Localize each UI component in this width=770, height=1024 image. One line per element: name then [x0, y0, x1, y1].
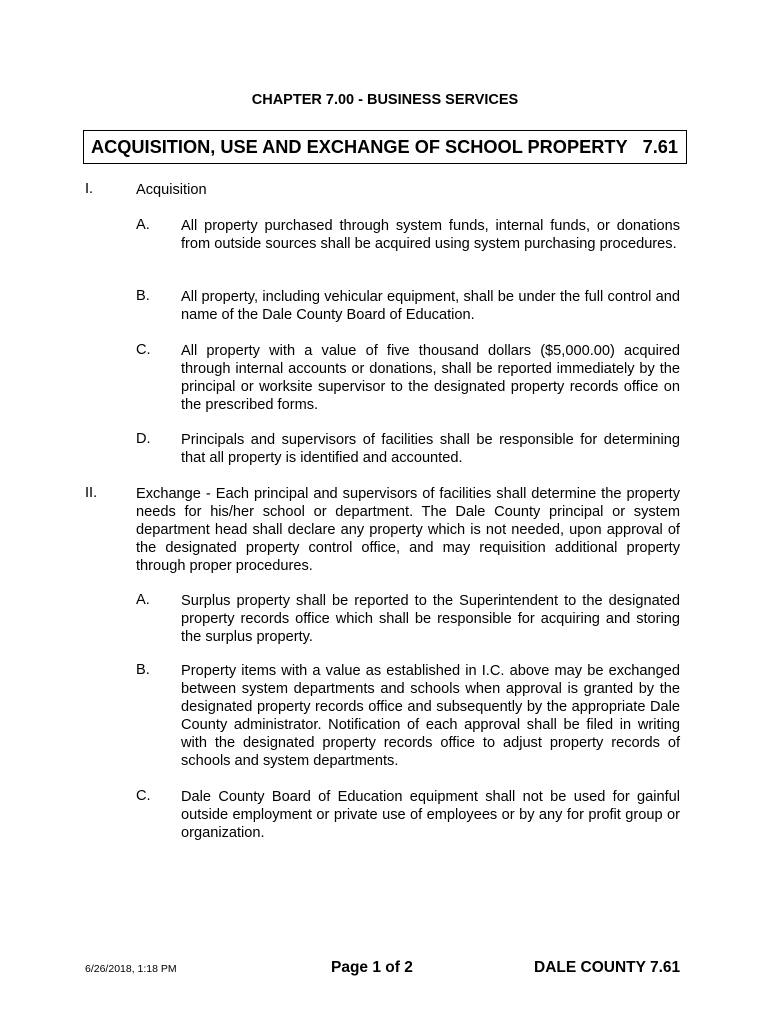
section-heading: Exchange - Each principal and supervisors of facilities shall determine the property needs for his/her school or department. The Dale County principal or system department head shall declare any property which is not needed, upon approval of the designated property control office, and may requisition additional property through proper procedures. [136, 486, 680, 575]
policy-number: 7.61 [642, 136, 678, 157]
print-timestamp: 6/26/2018, 1:18 PM [85, 963, 177, 975]
section-numeral: I. [85, 181, 94, 197]
chapter-heading: CHAPTER 7.00 - BUSINESS SERVICES [251, 92, 519, 108]
item-letter: C. [136, 342, 151, 358]
item-text: Surplus property shall be reported to the Superintendent to the designated property records office which shall be responsible for acquiring and storing the surplus property. [181, 593, 680, 646]
item-letter: B. [136, 288, 150, 304]
item-letter: B. [136, 662, 150, 678]
item-letter: C. [136, 788, 151, 804]
item-text: Property items with a value as established in I.C. above may be exchanged between system departments and schools when approval is granted by the designated property records office and subsequently by the appropriate Dale County administrator. Notification of each approval shall be filed in writing with the designated property records office to adjust property records of schools and system departments. [181, 663, 680, 770]
item-text: All property purchased through system funds, internal funds, or donations from outside sources shall be acquired using system purchasing procedures. [181, 218, 680, 253]
item-letter: D. [136, 431, 151, 447]
item-letter: A. [136, 217, 150, 233]
section-numeral: II. [85, 485, 98, 501]
document-code: DALE COUNTY 7.61 [534, 959, 681, 976]
item-text: All property, including vehicular equipment, shall be under the full control and name of the Dale County Board of Education. [181, 289, 680, 324]
item-letter: A. [136, 592, 150, 608]
item-text: Dale County Board of Education equipment shall not be used for gainful outside employment or private use of employees or by any for profit group or organization. [181, 789, 680, 842]
section-heading: Acquisition [136, 182, 207, 198]
policy-title: ACQUISITION, USE AND EXCHANGE OF SCHOOL PROPERTY [91, 136, 628, 157]
item-text: Principals and supervisors of facilities shall be responsible for determining that all property is identified and accounted. [181, 432, 680, 467]
page-number: Page 1 of 2 [331, 959, 413, 976]
policy-title-box [83, 130, 687, 164]
item-text: All property with a value of five thousand dollars ($5,000.00) acquired through internal accounts or donations, shall be reported immediately by the principal or worksite supervisor to the designated property records office on the prescribed forms. [181, 343, 680, 414]
